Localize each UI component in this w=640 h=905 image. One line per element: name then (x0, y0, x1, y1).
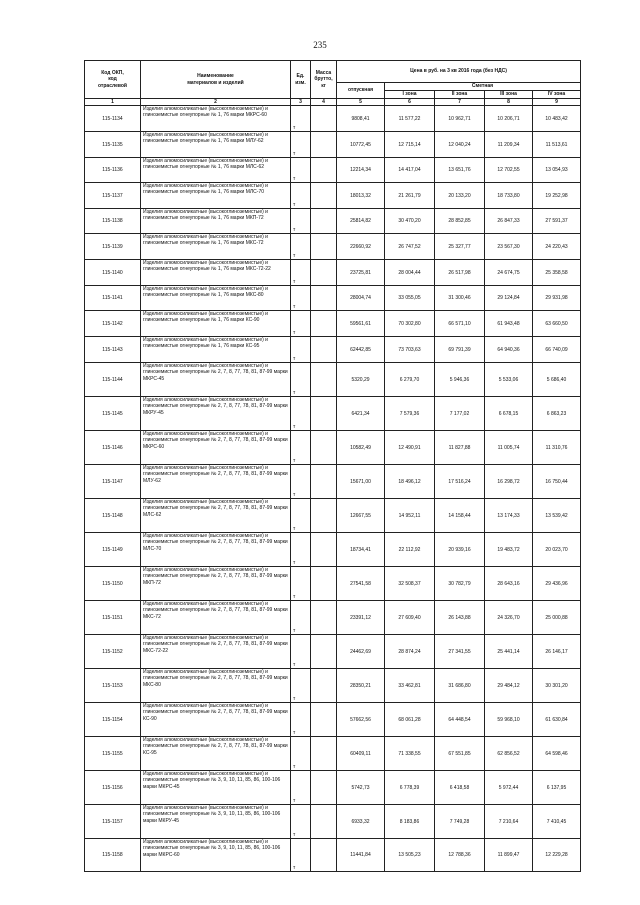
row-name: Изделия алюмосиликатные (высокоглиноземистые) и глиноземистые огнеупорные № 1, 76 марки МКС-72-22 (141, 260, 291, 286)
row-price-zone-4: 7 410,45 (533, 805, 581, 839)
column-number: 5 (337, 99, 385, 106)
row-price-zone-3: 16 298,72 (485, 465, 533, 499)
row-name: Изделия алюмосиликатные (высокоглиноземистые) и глиноземистые огнеупорные № 1, 76 марки МКС-80 (141, 286, 291, 311)
row-code: 115-1134 (85, 106, 141, 132)
column-number: 9 (533, 99, 581, 106)
row-price-zone-3: 6 678,15 (485, 397, 533, 431)
row-mass (311, 465, 337, 499)
row-price-zone-1: 68 061,28 (385, 703, 435, 737)
row-price-zone-2: 28 852,85 (435, 209, 485, 234)
table-row (85, 601, 581, 635)
row-price-zone-4: 61 630,84 (533, 703, 581, 737)
table-row (85, 533, 581, 567)
row-price-zone-4: 12 229,28 (533, 839, 581, 872)
row-price-zone-1: 28 874,24 (385, 635, 435, 669)
row-price-zone-4: 13 054,93 (533, 158, 581, 183)
row-name: Изделия алюмосиликатные (высокоглиноземистые) и глиноземистые огнеупорные № 2, 7, 8, 77, 78, 81, 87-99 марки КС-95 (141, 737, 291, 771)
row-name: Изделия алюмосиликатные (высокоглиноземистые) и глиноземистые огнеупорные № 2, 7, 8, 77, 78, 81, 87-99 марки МКС-72 (141, 601, 291, 635)
header-price-title: Цена в руб. на 3 кв 2016 года (без НДС) (337, 61, 581, 83)
row-price-zone-1: 12 490,91 (385, 431, 435, 465)
row-price-zone-1: 33 462,81 (385, 669, 435, 703)
row-price-release: 12214,34 (337, 158, 385, 183)
row-price-zone-3: 10 206,71 (485, 106, 533, 132)
row-unit: т (291, 337, 311, 363)
row-mass (311, 209, 337, 234)
table-row (85, 158, 581, 183)
row-price-release: 9808,41 (337, 106, 385, 132)
row-price-zone-1: 13 505,23 (385, 839, 435, 872)
row-price-zone-2: 5 946,36 (435, 363, 485, 397)
column-number: 7 (435, 99, 485, 106)
row-price-zone-2: 66 571,10 (435, 311, 485, 337)
header-code-line3: отраслевой (97, 82, 128, 89)
row-code: 115-1152 (85, 635, 141, 669)
row-unit: т (291, 311, 311, 337)
header-unit (291, 61, 311, 99)
header-mass-line1: Масса (315, 70, 332, 77)
table-row (85, 337, 581, 363)
table-row (85, 431, 581, 465)
row-price-zone-2: 11 827,88 (435, 431, 485, 465)
row-price-release: 59561,61 (337, 311, 385, 337)
table-row (85, 397, 581, 431)
row-price-zone-3: 11 899,47 (485, 839, 533, 872)
row-price-zone-1: 26 747,52 (385, 234, 435, 260)
row-name: Изделия алюмосиликатные (высокоглиноземистые) и глиноземистые огнеупорные № 1, 76 марки МКС-72 (141, 234, 291, 260)
row-price-zone-3: 13 174,33 (485, 499, 533, 533)
table-row (85, 465, 581, 499)
row-code: 115-1155 (85, 737, 141, 771)
row-unit: т (291, 737, 311, 771)
row-price-zone-4: 16 750,44 (533, 465, 581, 499)
row-price-release: 11441,84 (337, 839, 385, 872)
table-row (85, 737, 581, 771)
row-mass (311, 234, 337, 260)
row-price-release: 18013,32 (337, 183, 385, 209)
table-row (85, 209, 581, 234)
table-row (85, 771, 581, 805)
row-unit: т (291, 669, 311, 703)
row-price-zone-3: 25 441,14 (485, 635, 533, 669)
row-unit: т (291, 703, 311, 737)
row-price-zone-3: 12 702,55 (485, 158, 533, 183)
row-price-zone-4: 29 931,98 (533, 286, 581, 311)
row-price-zone-2: 27 341,55 (435, 635, 485, 669)
header-mass (311, 61, 337, 99)
row-price-zone-2: 26 143,88 (435, 601, 485, 635)
row-price-zone-4: 66 740,09 (533, 337, 581, 363)
row-price-zone-2: 7 749,28 (435, 805, 485, 839)
row-price-release: 6421,34 (337, 397, 385, 431)
row-price-zone-3: 29 124,84 (485, 286, 533, 311)
row-price-release: 10772,45 (337, 132, 385, 158)
row-code: 115-1150 (85, 567, 141, 601)
row-price-zone-3: 19 483,72 (485, 533, 533, 567)
row-mass (311, 183, 337, 209)
row-name: Изделия алюмосиликатные (высокоглиноземистые) и глиноземистые огнеупорные № 2, 7, 8, 77, 78, 81, 87-99 марки МЛУ-62 (141, 465, 291, 499)
header-zone-1: I зона (385, 91, 435, 99)
row-code: 115-1145 (85, 397, 141, 431)
row-name: Изделия алюмосиликатные (высокоглиноземистые) и глиноземистые огнеупорные № 2, 7, 8, 77, 78, 81, 87-99 марки КС-90 (141, 703, 291, 737)
table-body (85, 106, 581, 872)
row-name: Изделия алюмосиликатные (высокоглиноземистые) и глиноземистые огнеупорные № 1, 76 марки МЛУ-62 (141, 132, 291, 158)
column-number: 4 (311, 99, 337, 106)
column-number: 8 (485, 99, 533, 106)
row-mass (311, 771, 337, 805)
row-name: Изделия алюмосиликатные (высокоглиноземистые) и глиноземистые огнеупорные № 2, 7, 8, 77, 78, 81, 87-99 марки МЛС-62 (141, 499, 291, 533)
header-unit-line2: изм. (295, 79, 306, 86)
row-mass (311, 260, 337, 286)
row-code: 115-1144 (85, 363, 141, 397)
row-mass (311, 397, 337, 431)
row-price-zone-1: 12 715,14 (385, 132, 435, 158)
row-price-release: 22660,92 (337, 234, 385, 260)
row-price-zone-3: 26 847,33 (485, 209, 533, 234)
row-code: 115-1158 (85, 839, 141, 872)
row-unit: т (291, 635, 311, 669)
row-price-release: 12667,55 (337, 499, 385, 533)
row-price-zone-4: 64 598,46 (533, 737, 581, 771)
row-mass (311, 567, 337, 601)
row-price-zone-2: 6 418,58 (435, 771, 485, 805)
row-price-release: 57662,56 (337, 703, 385, 737)
row-unit: т (291, 499, 311, 533)
row-price-zone-1: 18 496,12 (385, 465, 435, 499)
row-price-zone-2: 26 517,98 (435, 260, 485, 286)
row-name: Изделия алюмосиликатные (высокоглиноземистые) и глиноземистые огнеупорные № 3, 9, 10, 11, 85, 86, 100-106 марки МКРС-45 (141, 771, 291, 805)
row-price-zone-4: 25 000,88 (533, 601, 581, 635)
header-name-line2: материалов и изделий (187, 79, 244, 86)
table-row (85, 805, 581, 839)
header-code (85, 61, 141, 99)
row-price-zone-4: 5 686,40 (533, 363, 581, 397)
header-zone-3: III зона (485, 91, 533, 99)
row-name: Изделия алюмосиликатные (высокоглиноземистые) и глиноземистые огнеупорные № 2, 7, 8, 77, 78, 81, 87-99 марки МКРС-45 (141, 363, 291, 397)
row-unit: т (291, 465, 311, 499)
row-price-zone-1: 7 579,36 (385, 397, 435, 431)
row-mass (311, 158, 337, 183)
row-price-zone-4: 13 539,42 (533, 499, 581, 533)
table-row (85, 567, 581, 601)
row-name: Изделия алюмосиликатные (высокоглиноземистые) и глиноземистые огнеупорные № 1, 76 марки МЛС-70 (141, 183, 291, 209)
row-price-zone-2: 12 040,24 (435, 132, 485, 158)
header-unit-line1: Ед. (296, 73, 305, 80)
page-number: 235 (313, 40, 327, 50)
column-number: 2 (141, 99, 291, 106)
row-price-zone-3: 5 972,44 (485, 771, 533, 805)
table-row (85, 260, 581, 286)
row-name: Изделия алюмосиликатные (высокоглиноземистые) и глиноземистые огнеупорные № 1, 76 марки МКРС-60 (141, 106, 291, 132)
table-row (85, 363, 581, 397)
row-price-zone-4: 19 252,98 (533, 183, 581, 209)
column-number: 3 (291, 99, 311, 106)
row-price-zone-1: 11 577,22 (385, 106, 435, 132)
row-code: 115-1157 (85, 805, 141, 839)
row-price-zone-1: 14 417,04 (385, 158, 435, 183)
row-price-zone-4: 20 023,70 (533, 533, 581, 567)
row-mass (311, 533, 337, 567)
header-name (141, 61, 291, 99)
row-name: Изделия алюмосиликатные (высокоглиноземистые) и глиноземистые огнеупорные № 3, 9, 10, 11, 85, 86, 100-106 марки МКРУ-45 (141, 805, 291, 839)
row-unit: т (291, 601, 311, 635)
row-mass (311, 431, 337, 465)
row-unit: т (291, 397, 311, 431)
row-price-zone-1: 22 112,92 (385, 533, 435, 567)
row-price-zone-1: 21 261,79 (385, 183, 435, 209)
row-price-release: 25814,82 (337, 209, 385, 234)
row-price-zone-1: 28 004,44 (385, 260, 435, 286)
row-price-zone-1: 14 952,11 (385, 499, 435, 533)
column-number-row (85, 99, 581, 106)
table-row (85, 635, 581, 669)
row-price-zone-3: 61 943,48 (485, 311, 533, 337)
row-price-zone-3: 18 733,80 (485, 183, 533, 209)
row-price-zone-1: 32 508,37 (385, 567, 435, 601)
row-unit: т (291, 805, 311, 839)
row-mass (311, 337, 337, 363)
row-price-zone-2: 17 516,24 (435, 465, 485, 499)
row-unit: т (291, 260, 311, 286)
row-price-zone-3: 11 005,74 (485, 431, 533, 465)
column-number: 1 (85, 99, 141, 106)
row-name: Изделия алюмосиликатные (высокоглиноземистые) и глиноземистые огнеупорные № 1, 76 марки МЛС-62 (141, 158, 291, 183)
row-unit: т (291, 132, 311, 158)
row-price-release: 60409,11 (337, 737, 385, 771)
row-unit: т (291, 209, 311, 234)
header-mass-line2: брутто, (314, 76, 333, 83)
row-price-zone-2: 25 327,77 (435, 234, 485, 260)
row-price-zone-2: 67 551,85 (435, 737, 485, 771)
row-price-release: 27541,58 (337, 567, 385, 601)
row-price-zone-2: 69 791,39 (435, 337, 485, 363)
row-price-zone-1: 8 183,86 (385, 805, 435, 839)
row-code: 115-1147 (85, 465, 141, 499)
row-price-release: 15671,00 (337, 465, 385, 499)
row-price-release: 28004,74 (337, 286, 385, 311)
row-code: 115-1156 (85, 771, 141, 805)
row-price-zone-4: 11 310,76 (533, 431, 581, 465)
row-price-release: 10582,49 (337, 431, 385, 465)
row-price-zone-4: 24 220,43 (533, 234, 581, 260)
table-row (85, 132, 581, 158)
row-code: 115-1148 (85, 499, 141, 533)
row-code: 115-1138 (85, 209, 141, 234)
row-code: 115-1141 (85, 286, 141, 311)
row-price-zone-4: 10 483,42 (533, 106, 581, 132)
row-price-zone-2: 30 782,79 (435, 567, 485, 601)
row-price-zone-3: 5 533,06 (485, 363, 533, 397)
row-mass (311, 601, 337, 635)
row-code: 115-1140 (85, 260, 141, 286)
row-name: Изделия алюмосиликатные (высокоглиноземистые) и глиноземистые огнеупорные № 2, 7, 8, 77, 78, 81, 87-99 марки МКРС-60 (141, 431, 291, 465)
row-price-zone-3: 28 643,16 (485, 567, 533, 601)
row-price-zone-3: 7 210,64 (485, 805, 533, 839)
table-row (85, 499, 581, 533)
row-price-zone-3: 24 674,75 (485, 260, 533, 286)
row-price-zone-3: 23 567,30 (485, 234, 533, 260)
header-zone-2: II зона (435, 91, 485, 99)
row-unit: т (291, 363, 311, 397)
header-code-line1: Код ОКП, (101, 70, 124, 77)
row-price-zone-2: 14 158,44 (435, 499, 485, 533)
row-unit: т (291, 771, 311, 805)
row-price-release: 5320,29 (337, 363, 385, 397)
row-mass (311, 635, 337, 669)
row-price-release: 23391,12 (337, 601, 385, 635)
row-price-release: 5742,73 (337, 771, 385, 805)
table-row (85, 286, 581, 311)
row-unit: т (291, 106, 311, 132)
row-mass (311, 286, 337, 311)
row-code: 115-1151 (85, 601, 141, 635)
row-mass (311, 499, 337, 533)
row-name: Изделия алюмосиликатные (высокоглиноземистые) и глиноземистые огнеупорные № 2, 7, 8, 77, 78, 81, 87-99 марки МКС-80 (141, 669, 291, 703)
row-price-zone-3: 64 940,36 (485, 337, 533, 363)
table-row (85, 669, 581, 703)
table-row (85, 703, 581, 737)
row-price-zone-3: 29 484,12 (485, 669, 533, 703)
row-price-zone-2: 10 962,71 (435, 106, 485, 132)
row-price-zone-4: 27 591,37 (533, 209, 581, 234)
row-price-zone-2: 12 788,36 (435, 839, 485, 872)
row-code: 115-1139 (85, 234, 141, 260)
row-unit: т (291, 839, 311, 872)
row-price-zone-1: 73 703,63 (385, 337, 435, 363)
row-name: Изделия алюмосиликатные (высокоглиноземистые) и глиноземистые огнеупорные № 2, 7, 8, 77, 78, 81, 87-99 марки МКС-72-22 (141, 635, 291, 669)
row-price-release: 24462,69 (337, 635, 385, 669)
row-mass (311, 106, 337, 132)
row-price-zone-1: 6 279,70 (385, 363, 435, 397)
row-code: 115-1143 (85, 337, 141, 363)
row-name: Изделия алюмосиликатные (высокоглиноземистые) и глиноземистые огнеупорные № 3, 9, 10, 11, 85, 86, 100-106 марки МКРС-60 (141, 839, 291, 872)
row-price-zone-2: 31 686,80 (435, 669, 485, 703)
row-mass (311, 669, 337, 703)
row-price-zone-1: 33 055,05 (385, 286, 435, 311)
row-name: Изделия алюмосиликатные (высокоглиноземистые) и глиноземистые огнеупорные № 1, 76 марки КС-90 (141, 311, 291, 337)
row-name: Изделия алюмосиликатные (высокоглиноземистые) и глиноземистые огнеупорные № 2, 7, 8, 77, 78, 81, 87-99 марки МКРУ-45 (141, 397, 291, 431)
row-code: 115-1142 (85, 311, 141, 337)
row-code: 115-1136 (85, 158, 141, 183)
row-unit: т (291, 567, 311, 601)
row-price-zone-1: 70 302,80 (385, 311, 435, 337)
row-name: Изделия алюмосиликатные (высокоглиноземистые) и глиноземистые огнеупорные № 2, 7, 8, 77, 78, 81, 87-99 марки МЛС-70 (141, 533, 291, 567)
table-row (85, 183, 581, 209)
row-price-release: 28350,21 (337, 669, 385, 703)
row-price-zone-3: 59 968,10 (485, 703, 533, 737)
header-zone-4: IV зона (533, 91, 581, 99)
row-price-release: 6933,32 (337, 805, 385, 839)
row-mass (311, 737, 337, 771)
row-name: Изделия алюмосиликатные (высокоглиноземистые) и глиноземистые огнеупорные № 2, 7, 8, 77, 78, 81, 87-99 марки МКП-72 (141, 567, 291, 601)
row-code: 115-1135 (85, 132, 141, 158)
row-price-zone-4: 29 436,96 (533, 567, 581, 601)
row-price-zone-2: 20 939,16 (435, 533, 485, 567)
row-code: 115-1154 (85, 703, 141, 737)
row-mass (311, 363, 337, 397)
row-code: 115-1146 (85, 431, 141, 465)
row-price-zone-4: 11 513,61 (533, 132, 581, 158)
row-name: Изделия алюмосиликатные (высокоглиноземистые) и глиноземистые огнеупорные № 1, 76 марки КС-95 (141, 337, 291, 363)
header-estimate-price: Сметная (385, 83, 581, 91)
row-mass (311, 839, 337, 872)
table-header (85, 61, 581, 106)
row-code: 115-1137 (85, 183, 141, 209)
row-price-zone-4: 6 863,23 (533, 397, 581, 431)
row-price-zone-1: 27 609,40 (385, 601, 435, 635)
row-price-release: 23725,81 (337, 260, 385, 286)
row-unit: т (291, 234, 311, 260)
table-row (85, 234, 581, 260)
row-price-zone-4: 26 146,17 (533, 635, 581, 669)
row-price-zone-2: 31 300,46 (435, 286, 485, 311)
header-code-line2: код (108, 76, 117, 83)
price-table (84, 60, 581, 872)
row-unit: т (291, 158, 311, 183)
row-price-zone-4: 63 660,50 (533, 311, 581, 337)
table-row (85, 311, 581, 337)
row-price-zone-2: 20 133,20 (435, 183, 485, 209)
row-name: Изделия алюмосиликатные (высокоглиноземистые) и глиноземистые огнеупорные № 1, 76 марки МКП-72 (141, 209, 291, 234)
row-mass (311, 311, 337, 337)
header-mass-line3: кг (321, 82, 326, 89)
row-price-zone-1: 30 470,20 (385, 209, 435, 234)
row-mass (311, 132, 337, 158)
row-price-release: 18734,41 (337, 533, 385, 567)
column-number: 6 (385, 99, 435, 106)
row-price-zone-4: 25 358,58 (533, 260, 581, 286)
row-price-zone-4: 30 301,20 (533, 669, 581, 703)
row-mass (311, 805, 337, 839)
table-row (85, 106, 581, 132)
row-code: 115-1149 (85, 533, 141, 567)
row-price-zone-2: 7 177,02 (435, 397, 485, 431)
header-release-price: отпускная (337, 83, 385, 99)
row-unit: т (291, 183, 311, 209)
row-price-zone-2: 13 651,76 (435, 158, 485, 183)
row-price-zone-1: 6 778,39 (385, 771, 435, 805)
row-unit: т (291, 431, 311, 465)
row-unit: т (291, 533, 311, 567)
row-price-release: 62442,85 (337, 337, 385, 363)
row-price-zone-3: 24 326,70 (485, 601, 533, 635)
row-price-zone-1: 71 338,55 (385, 737, 435, 771)
table-row (85, 839, 581, 872)
row-mass (311, 703, 337, 737)
row-price-zone-4: 6 137,95 (533, 771, 581, 805)
row-price-zone-3: 62 856,52 (485, 737, 533, 771)
header-name-line1: Наименование (197, 73, 234, 80)
row-price-zone-2: 64 448,54 (435, 703, 485, 737)
row-unit: т (291, 286, 311, 311)
row-price-zone-3: 11 209,34 (485, 132, 533, 158)
row-code: 115-1153 (85, 669, 141, 703)
